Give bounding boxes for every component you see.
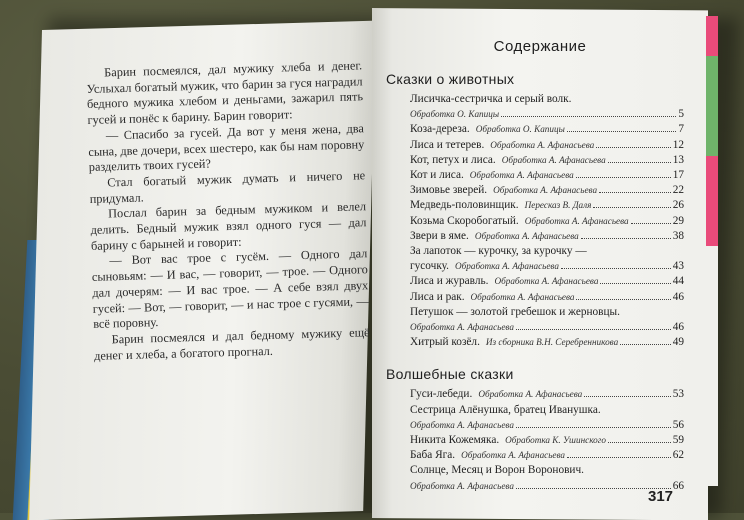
entry-title: гусочку. [410,260,450,273]
entry-title: Гуси-лебеди. [410,388,473,401]
entry-page: 49 [672,336,684,349]
page-number: 317 [648,488,674,505]
entry-title: Лиса и тетерев. [410,138,485,151]
leader-dots [516,329,671,330]
entry-editor: Обработка А. Афанасьева [474,230,579,241]
edge-tab-4 [706,246,718,486]
entry-editor: Пересказ В. Даля [524,200,592,211]
entry-page: 44 [672,275,684,288]
toc-entry[interactable] [410,153,684,168]
entry-title: Лисичка-сестричка и серый волк. [410,93,572,105]
toc-entry[interactable] [410,138,684,153]
toc-entry[interactable] [410,320,684,335]
entry-editor: Обработка О. Капицы [475,124,565,135]
paragraph: — Вот вас трое с гусём. — Одного дал сыновьям: — И вас, — говорит, — трое. — Одного дал дочерям: — И вас трое. — А себе взял двух гусей: — Вот, — говорит, — и нас трое с гусями, — всё поровну. [91,246,369,332]
leader-dots [620,344,671,345]
entry-title: Петушок — золотой гребешок и жерновцы. [410,305,620,318]
entry-title: Лиса и журавль. [410,275,489,288]
entry-page: 17 [672,169,684,182]
leader-dots [596,147,670,148]
entry-editor: Обработка А. Афанасьева [469,170,574,181]
leader-dots [567,457,671,458]
toc-entry[interactable] [410,479,684,494]
entry-title: Солнце, Месяц и Ворон Воронович. [410,464,584,477]
entry-page: 53 [672,388,684,401]
toc-entry[interactable] [410,463,684,478]
leader-dots [631,223,671,224]
toc-entry[interactable] [410,259,684,274]
toc-entry[interactable] [410,92,684,107]
leader-dots [608,162,671,163]
paragraph: Послал барин за бедным мужиком и велел делить. Бедный мужик взял одного гуся — дал барину с барыней и говорит: [90,199,367,253]
entry-page: 46 [672,321,684,334]
toc-entry[interactable] [410,214,684,229]
paragraph: Барин посмеялся, дал мужику хлеба и денег. Услыхал богатый мужик, что барин за гуся наградил бедного мужика хлебом и деньгами, зажарил пять гусей и понёс к барину. Барин говорит: [86,58,364,128]
section-heading: Волшебные сказки [386,366,514,383]
page-edge-tabs [706,16,718,486]
entry-editor: Обработка А. Афанасьева [455,261,559,272]
entry-editor: Обработка А. Афанасьева [410,322,514,333]
leader-dots [561,268,671,269]
toc-entry[interactable] [410,183,684,198]
entry-page: 38 [672,229,684,242]
toc-entry[interactable] [410,418,684,433]
leader-dots [567,131,677,132]
toc-entry[interactable] [410,198,684,213]
leader-dots [608,442,671,443]
toc-entry[interactable] [410,433,684,448]
toc-entry[interactable] [410,335,684,350]
entry-page: 46 [672,290,684,303]
leader-dots [581,238,671,239]
toc-entry[interactable] [410,387,684,402]
toc-entry[interactable] [410,168,684,183]
entry-page: 29 [672,214,684,227]
entry-page: 62 [672,449,684,462]
leader-dots [593,207,670,208]
leader-dots [516,427,671,428]
toc-entry[interactable] [410,274,684,289]
entry-page: 12 [672,138,684,151]
toc-entry[interactable] [410,448,684,463]
toc-entry[interactable] [410,229,684,244]
entry-editor: Обработка А. Афанасьева [494,276,599,287]
entry-editor: Из сборника В.Н. Серебренникова [485,337,619,348]
entry-editor: Обработка А. Афанасьева [461,450,566,461]
edge-tab-3 [706,156,718,246]
entry-title: Медведь-половинщик. [410,199,519,212]
toc-entry[interactable] [410,244,684,259]
entry-title: Козьма Скоробогатый. [410,214,519,227]
contents-title: Содержание [493,38,587,55]
paragraph: — Спасибо за гусей. Да вот у меня жена, два сына, две дочери, всех шестеро, как бы нам поровну разделить твоих гусей? [88,121,365,175]
entry-page: 66 [672,479,684,492]
section-heading: Сказки о животных [386,71,515,87]
entry-title: Звери в яме. [410,229,469,242]
entry-editor: Обработка К. Ушинского [505,435,606,446]
entry-editor: Обработка А. Афанасьева [524,215,629,226]
entry-title: Кот, петух и лиса. [410,153,496,166]
entry-page: 56 [672,418,684,431]
entry-editor: Обработка А. Афанасьева [410,419,514,430]
edge-tab-2 [706,56,718,156]
entry-editor: Обработка А. Афанасьева [478,389,583,400]
entry-editor: Обработка А. Афанасьева [490,139,595,150]
entry-title: Никита Кожемяка. [410,434,500,447]
entry-editor: Обработка О. Капицы [410,109,500,120]
entry-page: 7 [678,123,684,136]
toc-entry[interactable] [410,107,684,122]
leader-dots [599,192,671,193]
entry-title: Баба Яга. [410,449,456,462]
edge-tab-1 [706,16,718,56]
leader-dots [501,116,676,117]
entry-page: 5 [678,108,684,121]
entry-title: Зимовье зверей. [410,184,488,197]
leader-dots [576,177,671,178]
paragraph: Стал богатый мужик думать и ничего не придумал. [89,168,366,206]
leader-dots [576,299,670,300]
toc-entry[interactable] [410,305,684,320]
entry-editor: Обработка А. Афанасьева [501,154,606,165]
table-of-contents [386,38,684,494]
entry-page: 26 [672,199,684,212]
entry-page: 22 [672,184,684,197]
entry-title: За лапоток — курочку, за курочку — [410,245,587,258]
entry-page: 13 [672,153,684,166]
entry-editor: Обработка А. Афанасьева [470,291,575,302]
paragraph: Барин посмеялся и дал бедному мужику ещё денег и хлеба, а богатого прогнал. [93,325,370,363]
entry-page: 43 [672,260,684,273]
entry-title: Коза-дереза. [410,123,470,136]
story-text [86,58,370,364]
entry-title: Кот и лиса. [410,169,464,182]
entry-title: Сестрица Алёнушка, братец Иванушка. [410,403,601,416]
toc-entry[interactable] [410,122,684,137]
leader-dots [600,283,670,284]
leader-dots [584,396,670,397]
entry-title: Хитрый козёл. [410,336,480,349]
toc-entry[interactable] [410,403,684,418]
entry-page: 59 [672,434,684,447]
entry-title: Лиса и рак. [410,290,465,303]
toc-entry[interactable] [410,290,684,305]
entry-editor: Обработка А. Афанасьева [493,185,598,196]
entry-editor: Обработка А. Афанасьева [410,480,514,491]
